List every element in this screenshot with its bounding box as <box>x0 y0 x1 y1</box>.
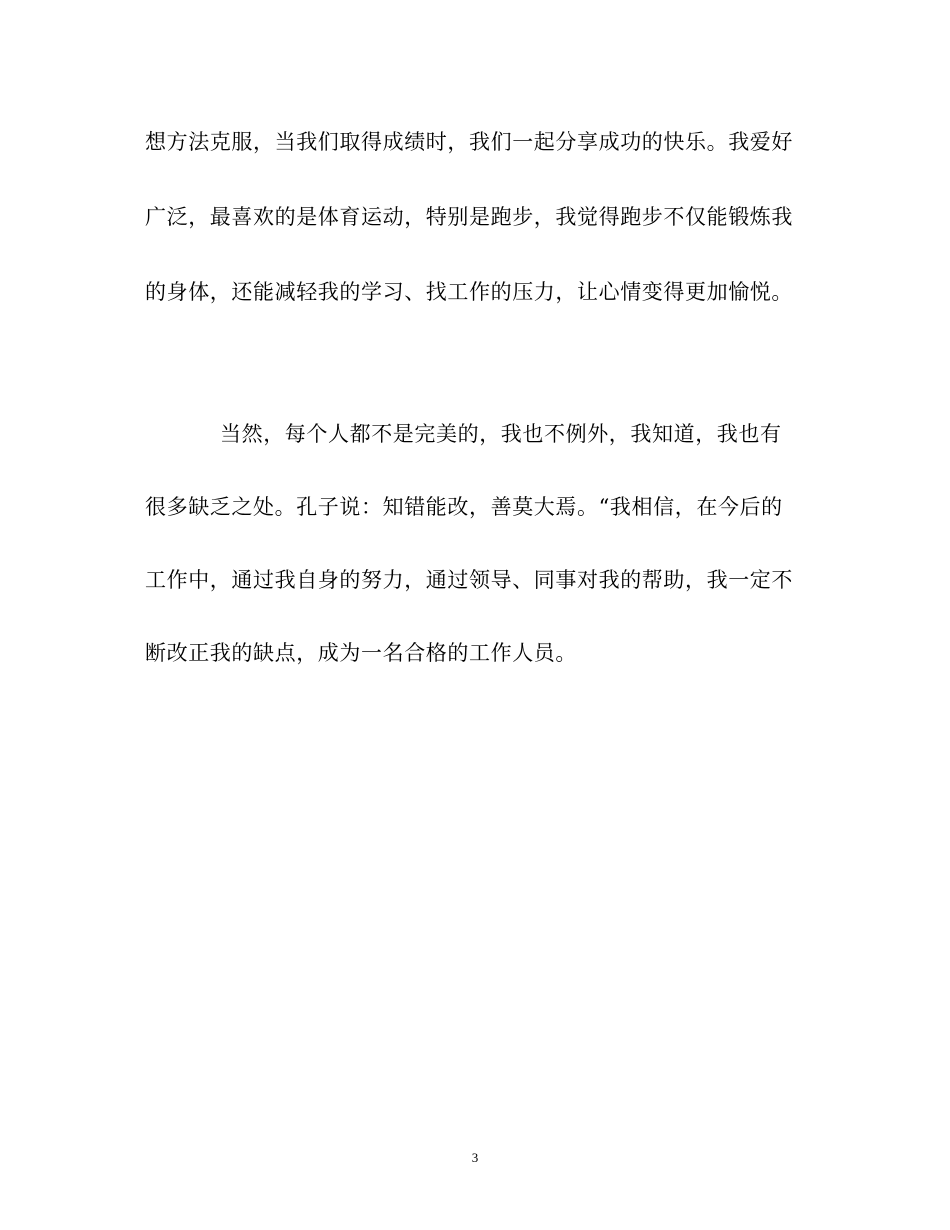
paragraph-line: 很多缺乏之处。孔子说：知错能改，善莫大焉。“我相信，在今后的 <box>145 495 783 519</box>
paragraph-line: 的身体，还能减轻我的学习、找工作的压力，让心情变得更加愉悦。 <box>145 280 793 304</box>
paragraph-line: 工作中，通过我自身的努力，通过领导、同事对我的帮助，我一定不 <box>145 568 793 592</box>
paragraph-line: 广泛，最喜欢的是体育运动，特别是跑步，我觉得跑步不仅能锻炼我 <box>145 205 793 229</box>
paragraph-line: 想方法克服，当我们取得成绩时，我们一起分享成功的快乐。我爱好 <box>145 130 793 154</box>
paragraph-line-indented: 当然，每个人都不是完美的，我也不例外，我知道，我也有 <box>220 422 782 446</box>
paragraph-line: 断改正我的缺点，成为一名合格的工作人员。 <box>145 641 577 665</box>
page-number: 3 <box>471 1150 479 1165</box>
